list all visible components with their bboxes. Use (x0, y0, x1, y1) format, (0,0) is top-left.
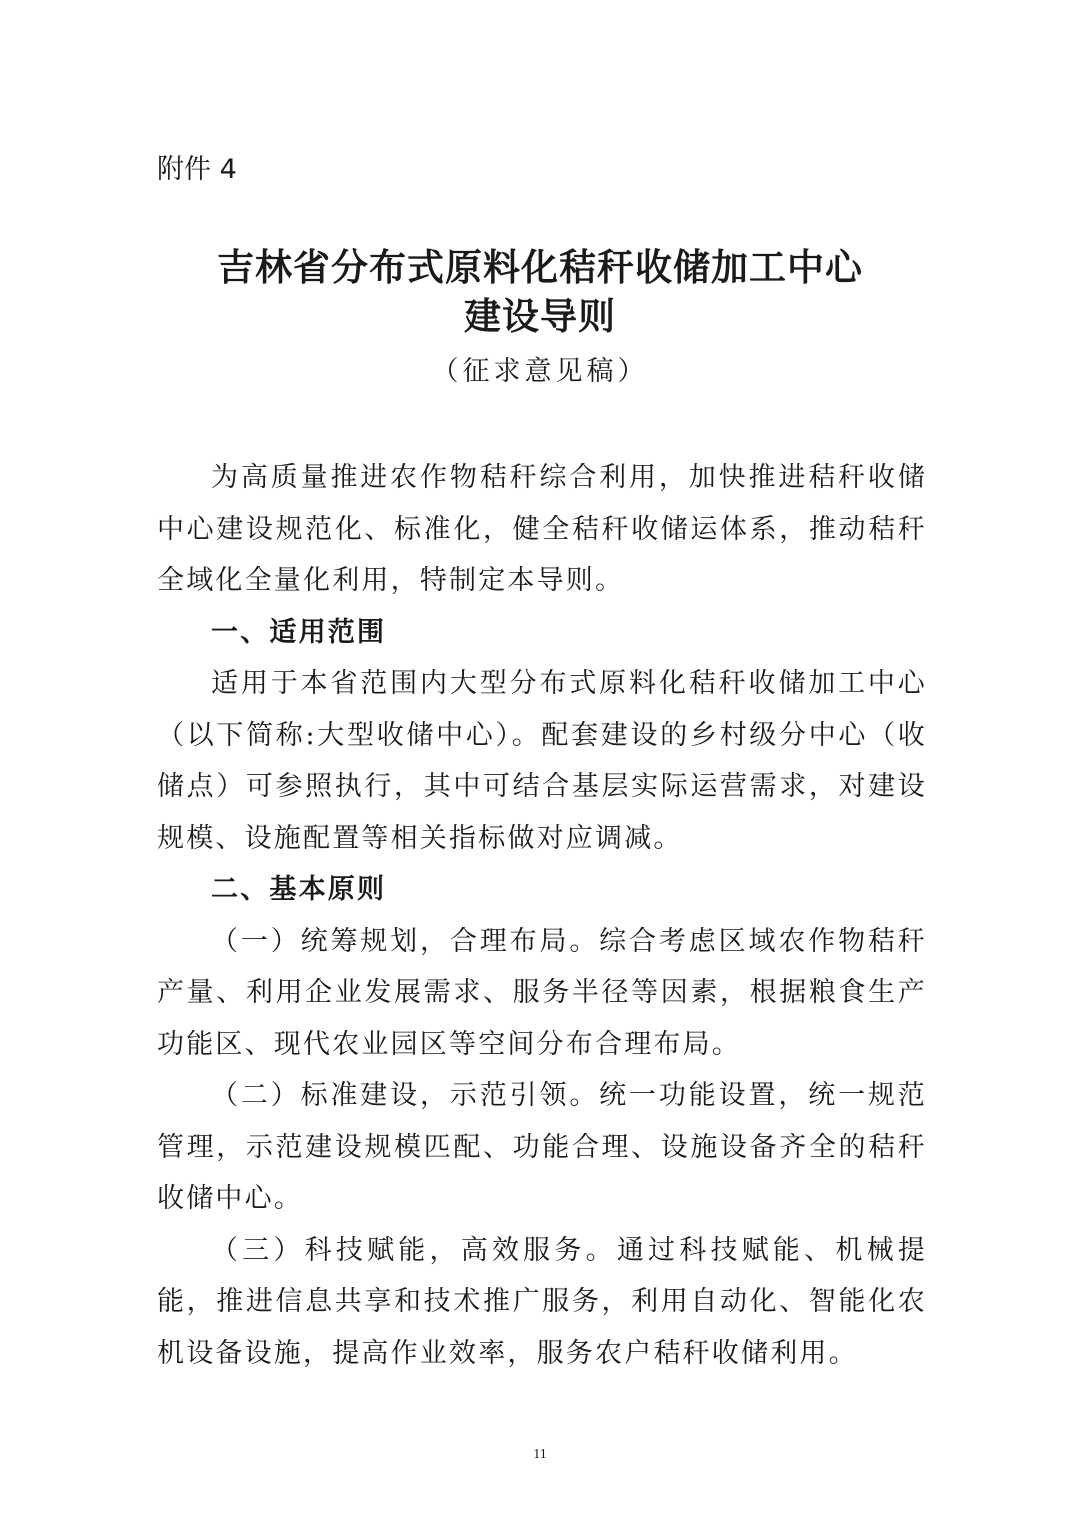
attachment-label: 附件 4 (157, 154, 237, 185)
principle-paragraph-2: （二）标准建设，示范引领。统一功能设置，统一规范管理，示范建设规模匹配、功能合理、设施设备齐全的秸秆收储中心。 (157, 1080, 927, 1214)
document-title-line-1: 吉林省分布式原料化秸秆收储加工中心 (217, 246, 863, 289)
intro-paragraph: 为高质量推进农作物秸秆综合利用，加快推进秸秆收储中心建设规范化、标准化，健全秸秆收储运体系，推动秸秆全域化全量化利用，特制定本导则。 (157, 462, 927, 596)
principle-paragraph-3: （三）科技赋能，高效服务。通过科技赋能、机械提能，推进信息共享和技术推广服务，利用自动化、智能化农机设备设施，提高作业效率，服务农户秸秆收储利用。 (157, 1234, 927, 1369)
document-subtitle: （征求意见稿） (431, 356, 649, 387)
document-title-line-2: 建设导则 (464, 295, 616, 338)
principle-paragraph-1: （一）统筹规划，合理布局。综合考虑区域农作物秸秆产量、利用企业发展需求、服务半径等因素，根据粮食生产功能区、现代农业园区等空间分布合理布局。 (157, 925, 927, 1060)
section-heading-principles: 二、基本原则 (211, 874, 387, 905)
document-body (157, 452, 927, 1379)
scope-paragraph: 适用于本省范围内大型分布式原料化秸秆收储加工中心（以下简称:大型收储中心）。配套建设的乡村级分中心（收储点）可参照执行，其中可结合基层实际运营需求，对建设规模、设施配置等相关指标做对应调减。 (157, 668, 927, 854)
section-heading-scope: 一、适用范围 (211, 616, 387, 648)
page-number: 11 (533, 1447, 547, 1462)
